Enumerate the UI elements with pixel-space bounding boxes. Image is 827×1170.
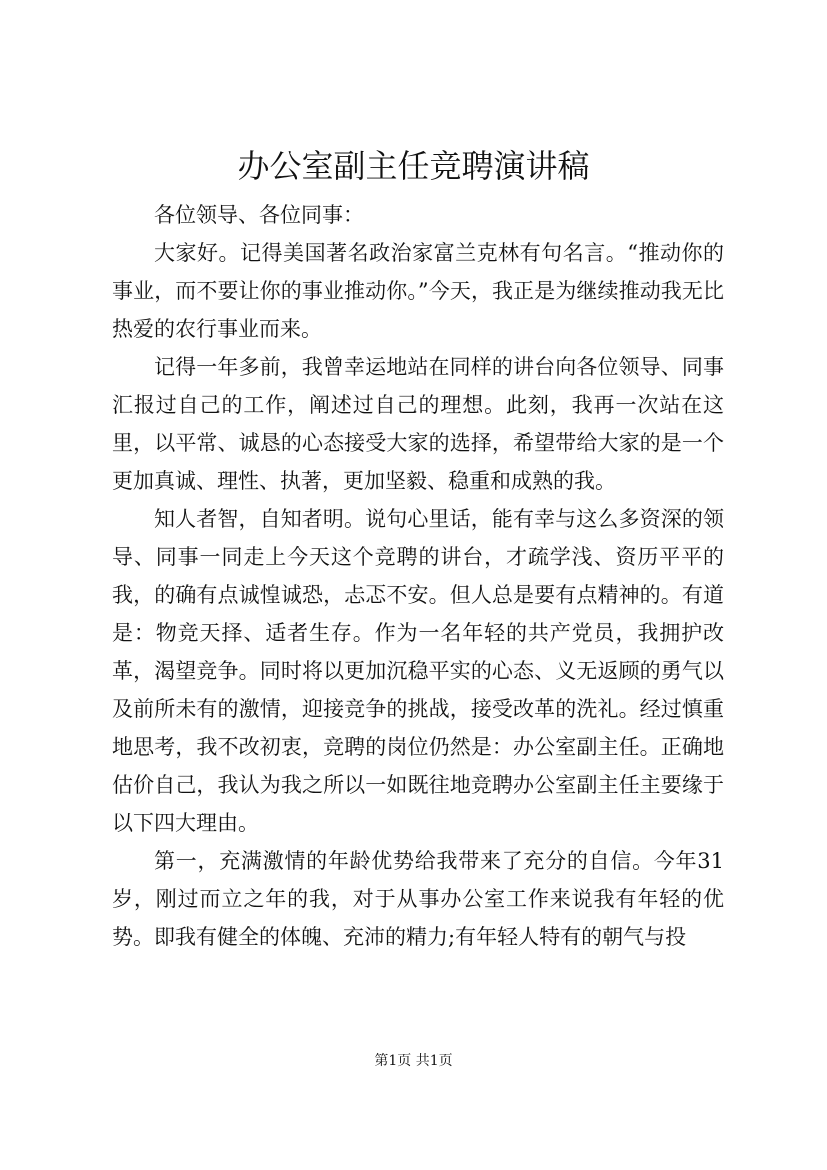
body-paragraph: 知人者智，自知者明。说句心里话，能有幸与这么多资深的领导、同事一同走上今天这个竞聘的讲台，才疏学浅、资历平平的我，的确有点诚惶诚恐，忐忑不安。但人总是要有点精神的。有道是：物竞天择、适者生存。作为一名年轻的共产党员，我拥护改革，渴望竞争。同时将以更加沉稳平实的心态、义无返顾的勇气以及前所未有的激情，迎接竞争的挑战，接受改革的洗礼。经过慎重地思考，我不改初衷，竞聘的岗位仍然是：办公室副主任。正确地估价自己，我认为我之所以一如既往地竞聘办公室副主任主要缘于以下四大理由。 (112, 507, 724, 835)
page-footer: 第1页 共1页 (374, 1053, 453, 1069)
document-body (112, 196, 724, 956)
body-paragraph: 大家好。记得美国著名政治家富兰克林有句名言。“推动你的事业，而不要让你的事业推动你。”今天，我正是为继续推动我无比热爱的农行事业而来。 (112, 241, 724, 341)
document-title: 办公室副主任竞聘演讲稿 (237, 147, 590, 185)
body-paragraph: 记得一年多前，我曾幸运地站在同样的讲台向各位领导、同事汇报过自己的工作，阐述过自己的理想。此刻，我再一次站在这里，以平常、诚恳的心态接受大家的选择，希望带给大家的是一个更加真诚、理性、执著，更加坚毅、稳重和成熟的我。 (112, 355, 724, 493)
salutation-paragraph: 各位领导、各位同事： (154, 203, 364, 227)
body-paragraph: 第一，充满激情的年龄优势给我带来了充分的自信。今年31岁，刚过而立之年的我，对于从事办公室工作来说我有年轻的优势。即我有健全的体魄、充沛的精力;有年轻人特有的朝气与投 (112, 849, 724, 949)
